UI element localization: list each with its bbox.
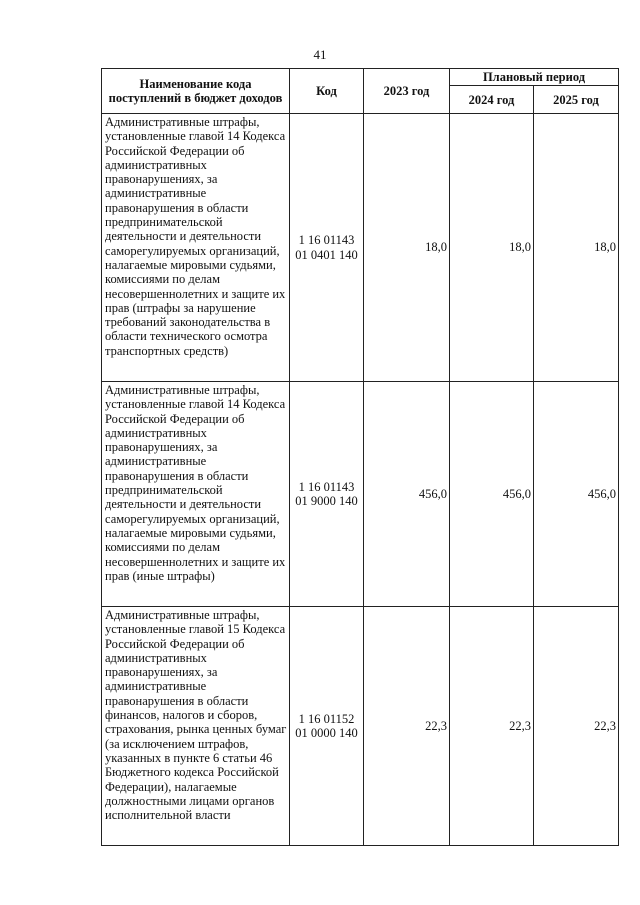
row-code-line2: 01 0000 140: [295, 726, 358, 740]
row-value-2024: 18,0: [450, 114, 534, 382]
row-code-line2: 01 9000 140: [295, 494, 358, 508]
table-row: [102, 607, 619, 846]
row-code: [290, 382, 364, 607]
page-number: 41: [313, 47, 327, 62]
row-value-2023: 18,0: [364, 114, 450, 382]
row-name: Административные штрафы, установленные главой 14 Кодекса Российской Федерации об административных правонарушениях, за административные правонарушения в области предпринимательской деятельности и деятельности саморегулируемых организаций, налагаемые мировыми судьями, комиссиями по делам несовершеннолетних и защите их прав (иные штрафы): [102, 382, 290, 607]
row-value-2025: 18,0: [534, 114, 619, 382]
row-value-2025: 456,0: [534, 382, 619, 607]
row-code: [290, 114, 364, 382]
header-2023: 2023 год: [364, 69, 450, 114]
row-name: Административные штрафы, установленные главой 14 Кодекса Российской Федерации об административных правонарушениях, за административные правонарушения в области предпринимательской деятельности и деятельности саморегулируемых организаций, налагаемые мировыми судьями, комиссиями по делам несовершеннолетних и защите их прав (штрафы за нарушение требований законодательства в области технического осмотра транспортных средств): [102, 114, 290, 382]
table-row: [102, 382, 619, 607]
header-code: Код: [290, 69, 364, 114]
row-code-line1: 1 16 01152: [298, 711, 355, 726]
header-2025: 2025 год: [534, 86, 619, 114]
row-value-2023: 456,0: [364, 382, 450, 607]
row-value-2024: 456,0: [450, 382, 534, 607]
revenue-table: [101, 68, 619, 846]
row-value-2024: 22,3: [450, 607, 534, 846]
header-planned-period: Плановый период: [450, 69, 619, 86]
row-value-2023: 22,3: [364, 607, 450, 846]
row-name: Административные штрафы, установленные главой 15 Кодекса Российской Федерации об административных правонарушениях, за административные правонарушения в области финансов, налогов и сборов, страхования, рынка ценных бумаг (за исключением штрафов, указанных в пункте 6 статьи 46 Бюджетного кодекса Российской Федерации), налагаемые должностными лицами органов исполнительной власти: [102, 607, 290, 846]
header-name: Наименование кода поступлений в бюджет доходов: [102, 69, 290, 114]
header-2024: 2024 год: [450, 86, 534, 114]
table-row: [102, 114, 619, 382]
row-code-line2: 01 0401 140: [295, 247, 358, 262]
row-value-2025: 22,3: [534, 607, 619, 846]
row-code-line1: 1 16 01143: [298, 233, 355, 248]
row-code: [290, 607, 364, 846]
row-code-line1: 1 16 01143: [298, 479, 355, 494]
